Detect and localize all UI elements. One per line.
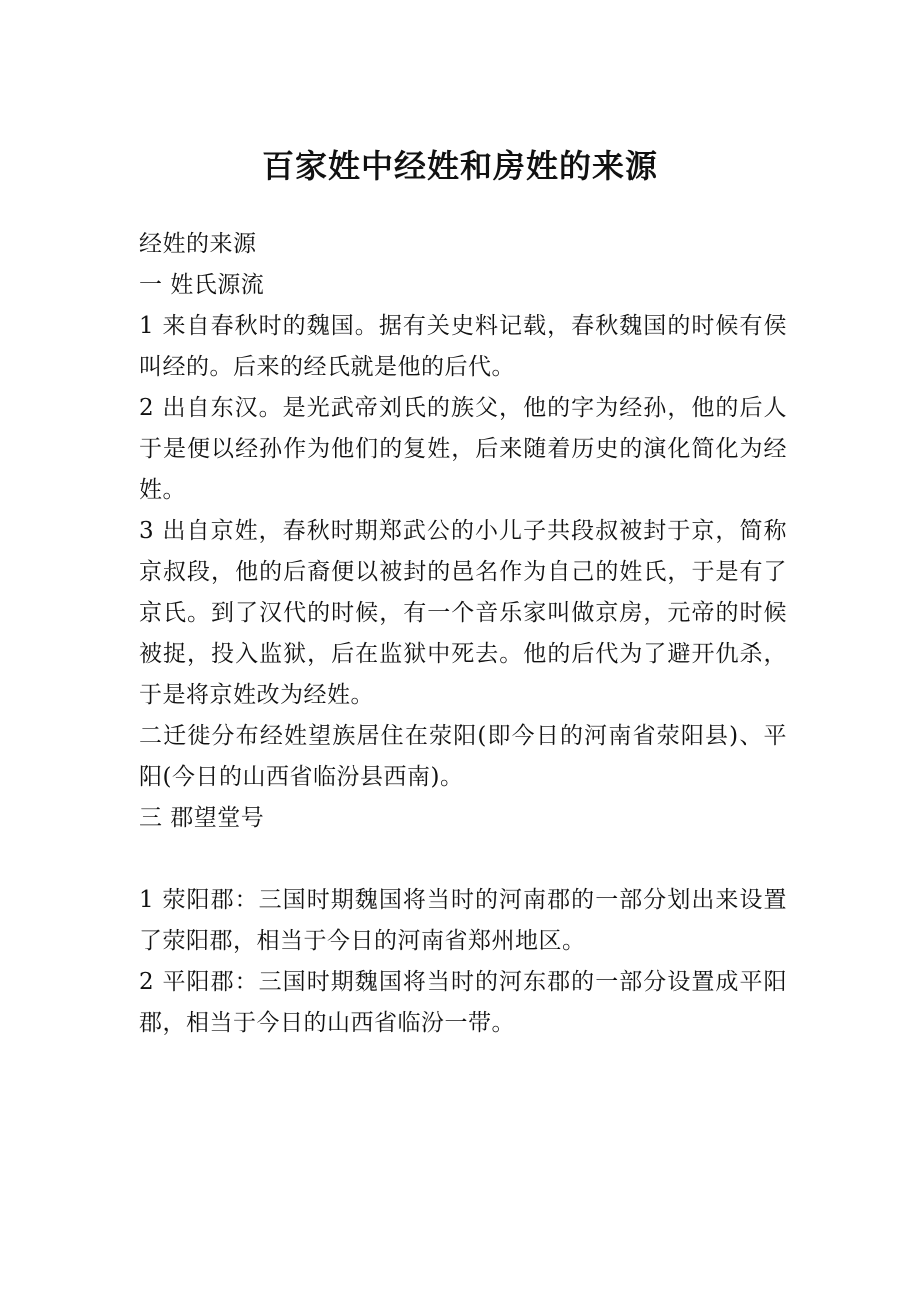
blank-line — [139, 839, 787, 880]
paragraph: 1 荥阳郡：三国时期魏国将当时的河南郡的一部分划出来设置了荥阳郡，相当于今日的河南省郑州地区。 — [139, 887, 787, 954]
document-title: 百家姓中经姓和房姓的来源 — [261, 147, 658, 185]
subsection-heading: 一 姓氏源流 — [139, 272, 265, 298]
paragraph: 2 平阳郡：三国时期魏国将当时的河东郡的一部分设置成平阳郡，相当于今日的山西省临汾一带。 — [139, 969, 787, 1036]
paragraph: 2 出自东汉。是光武帝刘氏的族父，他的字为经孙，他的后人于是便以经孙作为他们的复姓，后来随着历史的演化简化为经姓。 — [139, 395, 787, 503]
paragraph: 3 出自京姓，春秋时期郑武公的小儿子共段叔被封于京，简称京叔段，他的后裔便以被封的邑名作为自己的姓氏，于是有了京氏。到了汉代的时候，有一个音乐家叫做京房，元帝的时候被捉，投入监狱，后在监狱中死去。他的后代为了避开仇杀，于是将京姓改为经姓。 — [139, 518, 787, 708]
subsection-heading: 三 郡望堂号 — [139, 805, 265, 831]
section-heading: 经姓的来源 — [139, 231, 257, 257]
paragraph: 二迁徙分布经姓望族居住在荥阳(即今日的河南省荥阳县)、平阳(今日的山西省临汾县西南)。 — [139, 723, 787, 790]
paragraph: 1 来自春秋时的魏国。据有关史料记载，春秋魏国的时候有侯叫经的。后来的经氏就是他的后代。 — [139, 313, 787, 380]
document-body — [139, 224, 787, 1044]
